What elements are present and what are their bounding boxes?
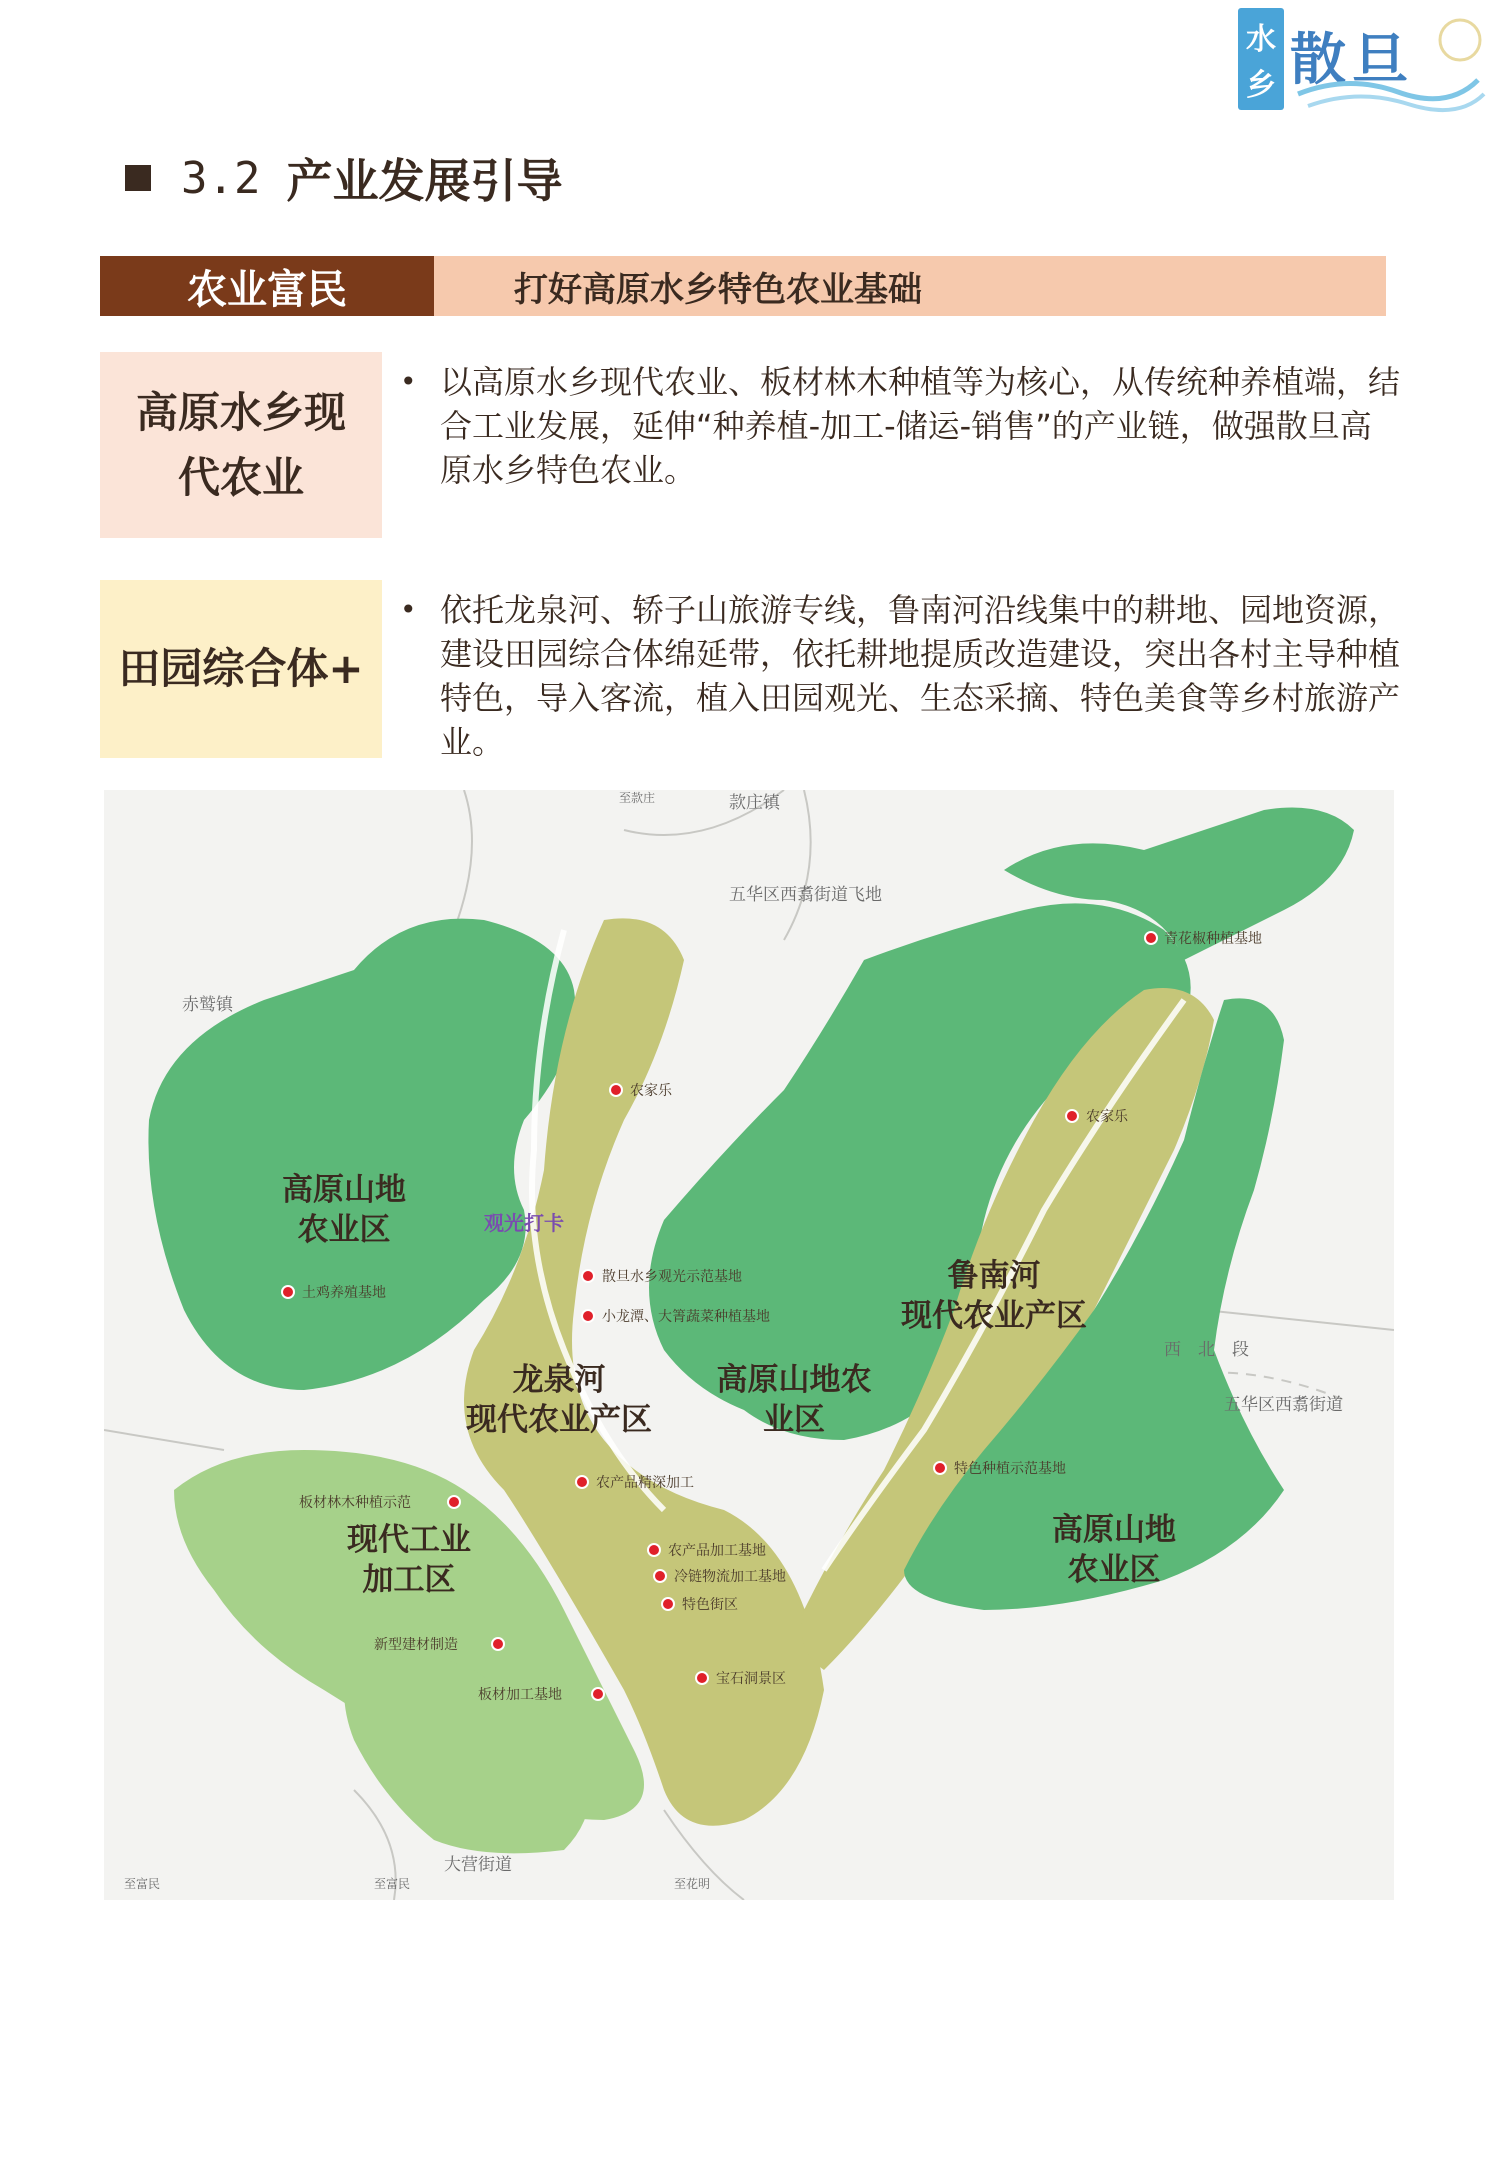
svg-text:农家乐: 农家乐 (630, 1083, 672, 1099)
svg-text:散旦水乡观光示范基地: 散旦水乡观光示范基地 (602, 1269, 742, 1285)
zone-label: 鲁南河 (947, 1258, 1041, 1294)
zone-label: 业区 (763, 1402, 825, 1438)
place-label: 至富民 (124, 1877, 161, 1891)
zone-label: 高原山地 (282, 1172, 406, 1208)
svg-text:土鸡养殖基地: 土鸡养殖基地 (302, 1285, 386, 1301)
tour-label: 观光打卡 (484, 1211, 564, 1235)
svg-text:冷链物流加工基地: 冷链物流加工基地 (674, 1569, 786, 1585)
banner-subtitle: 打好高原水乡特色农业基础 (434, 256, 1386, 316)
map-point (654, 1568, 786, 1585)
zone-label: 农业区 (297, 1212, 391, 1248)
svg-text:宝石洞景区: 宝石洞景区 (716, 1671, 786, 1687)
logo-char-1: 水 (1246, 22, 1276, 57)
section-title: 产业发展引导 (286, 154, 563, 208)
place-label: 至款庄 (619, 791, 656, 805)
section-number: 3.2 (181, 152, 261, 204)
logo-char-2: 乡 (1246, 68, 1276, 103)
place-label: 西 北 段 (1164, 1340, 1249, 1360)
zone-label: 农业区 (1067, 1552, 1161, 1588)
tag-line: 高原水乡现 (135, 387, 346, 437)
svg-text:板材林木种植示范: 板材林木种植示范 (299, 1495, 411, 1511)
place-label: 款庄镇 (729, 793, 780, 813)
brand-logo (1238, 8, 1488, 118)
heading-square-icon (125, 165, 151, 191)
zone-label: 现代农业产区 (901, 1298, 1087, 1334)
svg-text:农产品精深加工: 农产品精深加工 (596, 1475, 694, 1491)
svg-text:小龙潭、大箐蔬菜种植基地: 小龙潭、大箐蔬菜种植基地 (602, 1309, 770, 1325)
section-heading (125, 145, 562, 211)
place-label: 至富民 (374, 1877, 411, 1891)
zone-label: 加工区 (362, 1562, 456, 1598)
svg-text:农产品加工基地: 农产品加工基地 (668, 1543, 766, 1559)
logo-wave-icon (1238, 8, 1488, 118)
zone-label: 现代农业产区 (466, 1402, 652, 1438)
place-label: 至花明 (674, 1877, 711, 1891)
place-label: 大营街道 (444, 1855, 512, 1875)
description-text: 以高原水乡现代农业、板材林木种植等为核心，从传统种养植端，结合工业发展，延伸“种养植-加工-储运-销售”的产业链，做强散旦高原水乡特色农业。 (440, 363, 1401, 489)
theme-banner (100, 256, 1386, 316)
industry-zoning-map (104, 790, 1394, 1900)
svg-text:农家乐: 农家乐 (1086, 1109, 1128, 1125)
banner-label: 农业富民 (100, 256, 434, 316)
place-label: 赤鹫镇 (182, 995, 233, 1015)
strategy-description (400, 360, 1400, 492)
strategy-description (400, 588, 1400, 764)
map-point (934, 1460, 1066, 1477)
svg-text:特色种植示范基地: 特色种植示范基地 (954, 1461, 1066, 1477)
zone-label: 高原山地 (1052, 1512, 1176, 1548)
svg-text:青花椒种植基地: 青花椒种植基地 (1164, 931, 1262, 947)
strategy-item (100, 580, 1401, 761)
zone-label: 高原山地农 (716, 1362, 872, 1398)
svg-text:新型建材制造: 新型建材制造 (374, 1637, 458, 1653)
tag-line: 代农业 (177, 453, 304, 502)
logo-wordmark: 散旦 (1290, 27, 1414, 93)
zone-label: 龙泉河 (512, 1362, 606, 1398)
place-label: 五华区西翥街道飞地 (729, 885, 882, 905)
strategy-tag (100, 580, 382, 758)
map-point (582, 1308, 770, 1325)
svg-text:特色街区: 特色街区 (682, 1597, 738, 1613)
zone-label: 现代工业 (347, 1522, 471, 1558)
bullet-icon: • (400, 365, 417, 398)
place-label: 五华区西翥街道 (1224, 1395, 1343, 1415)
strategy-item (100, 352, 1401, 542)
strategy-tag (100, 352, 382, 538)
map-canvas (104, 790, 1394, 1900)
map-point (582, 1268, 742, 1285)
description-text: 依托龙泉河、轿子山旅游专线，鲁南河沿线集中的耕地、园地资源，建设田园综合体绵延带，依托耕地提质改造建设，突出各村主导种植特色，导入客流，植入田园观光、生态采摘、特色美食等乡村旅游产业。 (440, 591, 1401, 761)
svg-text:板材加工基地: 板材加工基地 (478, 1687, 562, 1703)
bullet-icon: • (400, 593, 417, 626)
tag-line: 田园综合体+ (118, 644, 364, 694)
